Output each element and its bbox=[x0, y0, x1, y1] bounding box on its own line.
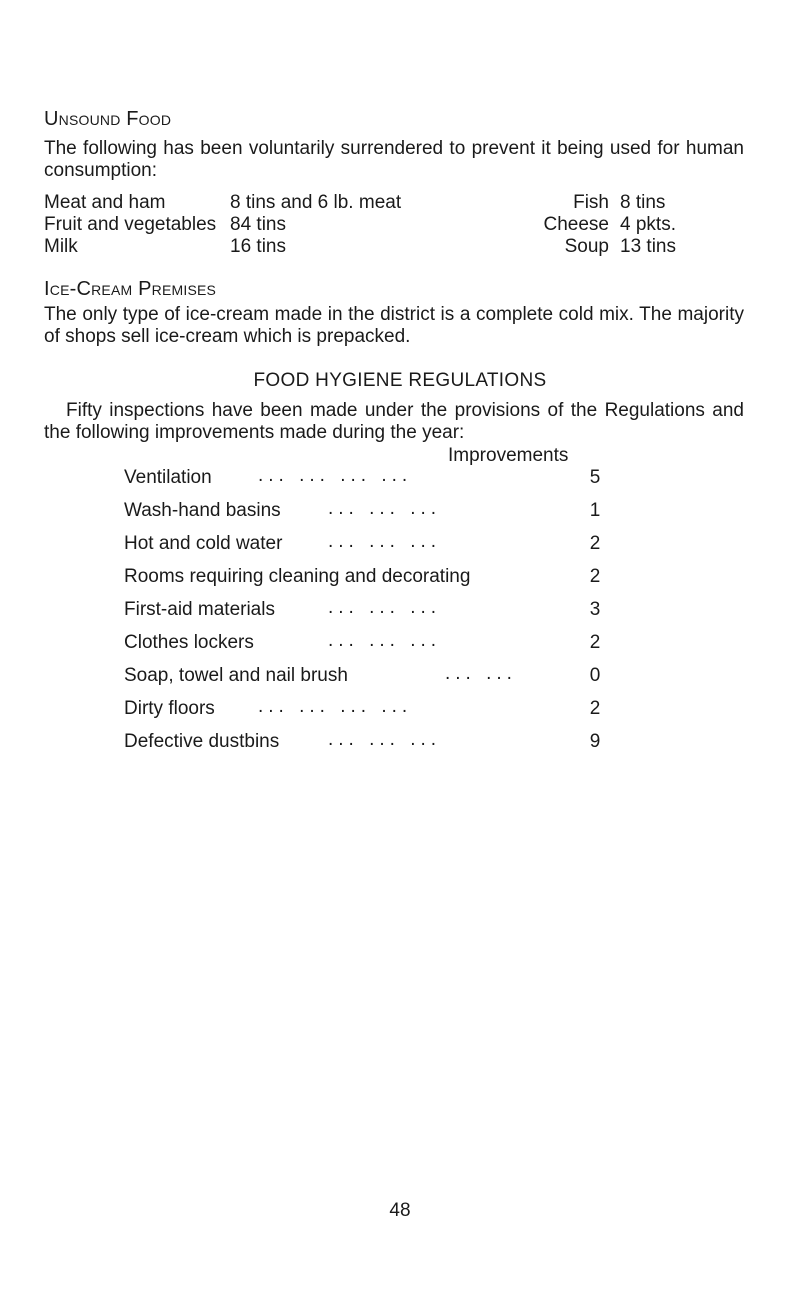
ice-cream-heading: Ice-Cream Premises bbox=[44, 278, 217, 300]
item-value: 13 tins bbox=[620, 236, 676, 257]
page-number: 48 bbox=[389, 1200, 411, 1221]
item-label: Soup bbox=[564, 236, 609, 257]
regulations-intro: Fifty inspections have been made under the provisions of the Regulations and the following improvements made during the year: bbox=[44, 400, 744, 443]
item-label: Fish bbox=[573, 192, 609, 213]
row-value: 1 bbox=[589, 500, 601, 521]
item-label: Meat and ham bbox=[44, 192, 166, 213]
row-value: 2 bbox=[589, 698, 601, 719]
improvements-column-header: Improvements bbox=[448, 445, 569, 466]
regulations-heading: FOOD HYGIENE REGULATIONS bbox=[253, 370, 547, 391]
unsound-food-intro: The following has been voluntarily surrendered to prevent it being used for human consumption: bbox=[44, 138, 744, 181]
leader-dots: ... ... ... bbox=[328, 729, 442, 750]
leader-dots: ... ... bbox=[445, 663, 517, 684]
ice-cream-text: The only type of ice-cream made in the district is a complete cold mix. The majority of shops sell ice-cream which is prepacked. bbox=[44, 304, 744, 347]
leader-dots: ... ... ... bbox=[328, 597, 442, 618]
unsound-food-heading: Unsound Food bbox=[44, 108, 172, 130]
row-value: 9 bbox=[589, 731, 601, 752]
leader-dots: ... ... ... ... bbox=[258, 696, 413, 717]
row-label: Soap, towel and nail brush bbox=[124, 665, 348, 686]
leader-dots: ... ... ... bbox=[328, 498, 442, 519]
row-value: 2 bbox=[589, 632, 601, 653]
item-value: 84 tins bbox=[230, 214, 286, 235]
item-label: Cheese bbox=[543, 214, 609, 235]
item-value: 4 pkts. bbox=[620, 214, 676, 235]
row-label: Defective dustbins bbox=[124, 731, 280, 752]
row-value: 3 bbox=[589, 599, 601, 620]
row-value: 5 bbox=[589, 467, 601, 488]
item-label: Milk bbox=[44, 236, 78, 257]
row-label: First-aid materials bbox=[124, 599, 275, 620]
row-label: Ventilation bbox=[124, 467, 212, 488]
row-label: Rooms requiring cleaning and decorating bbox=[124, 566, 471, 587]
row-label: Clothes lockers bbox=[124, 632, 254, 653]
row-value: 0 bbox=[589, 665, 601, 686]
item-value: 8 tins bbox=[620, 192, 666, 213]
row-value: 2 bbox=[589, 566, 601, 587]
row-label: Wash-hand basins bbox=[124, 500, 281, 521]
leader-dots: ... ... ... bbox=[328, 531, 442, 552]
row-label: Dirty floors bbox=[124, 698, 215, 719]
leader-dots: ... ... ... ... bbox=[258, 465, 413, 486]
item-value: 16 tins bbox=[230, 236, 286, 257]
row-label: Hot and cold water bbox=[124, 533, 283, 554]
item-label: Fruit and vegetables bbox=[44, 214, 217, 235]
row-value: 2 bbox=[589, 533, 601, 554]
item-value: 8 tins and 6 lb. meat bbox=[230, 192, 402, 213]
leader-dots: ... ... ... bbox=[328, 630, 442, 651]
